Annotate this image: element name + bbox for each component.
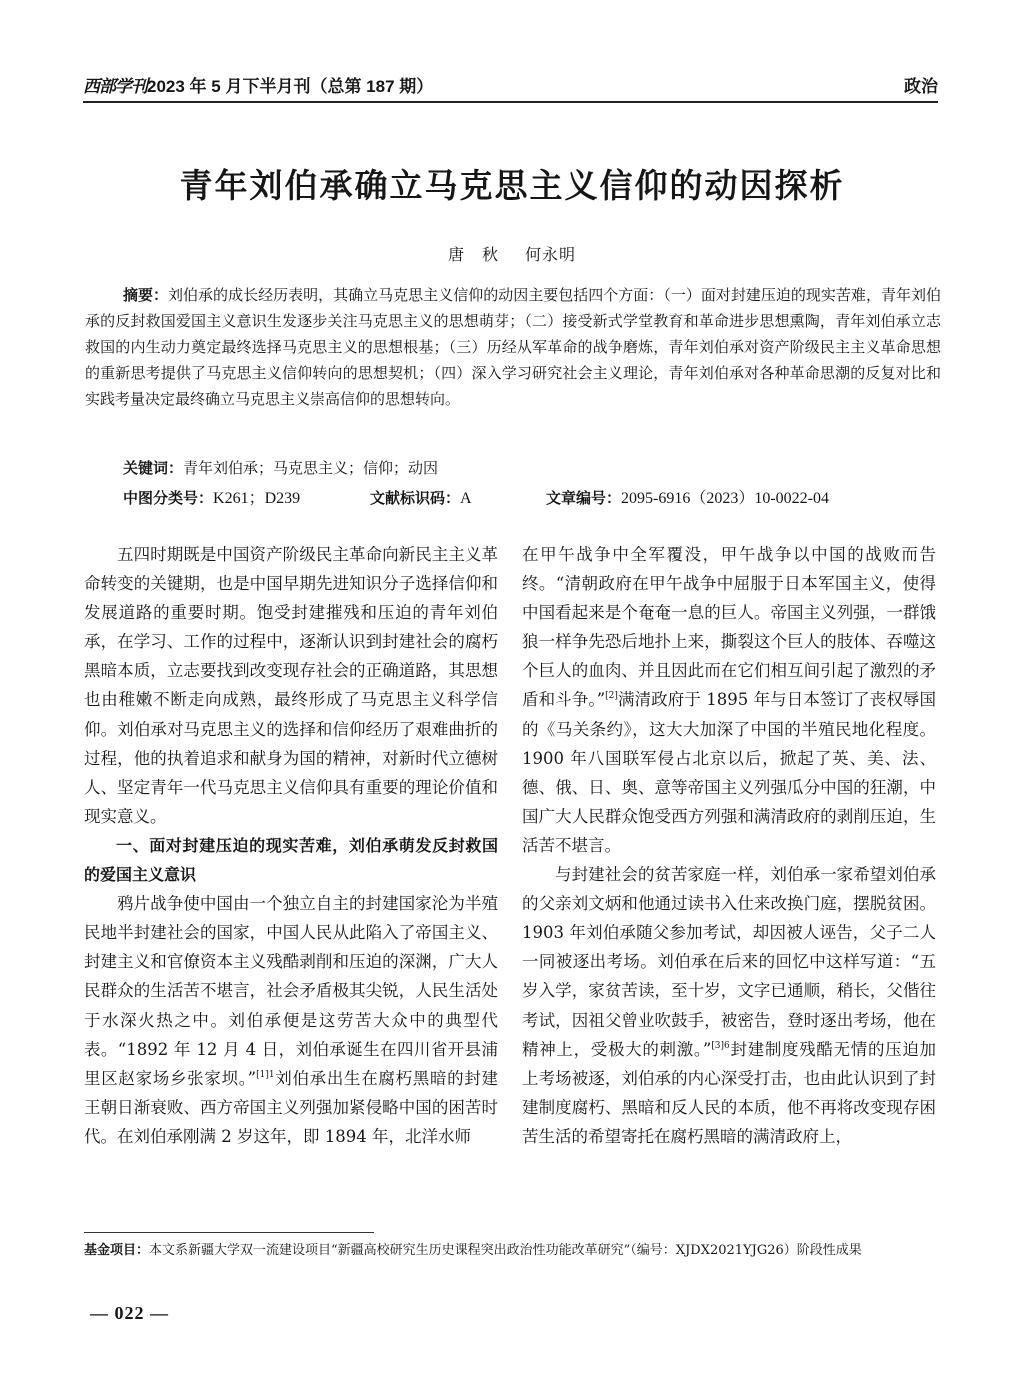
author-line — [0, 242, 1024, 265]
article-title: 青年刘伯承确立马克思主义信仰的动因探析 — [179, 166, 845, 205]
abstract-label: 摘要： — [123, 286, 169, 304]
paragraph-text: 刘伯承出生在腐朽黑暗的封建王朝日渐衰败、西方帝国主义列强加紧侵略中国的困苦时代。在刘伯承刚满 2 岁这年，即 1894 年，北洋水师 — [84, 1068, 499, 1146]
paragraph-text: 封建制度残酷无情的压迫加上考场被逐，刘伯承的内心深受打击，也由此认识到了封建制度腐朽、黑暗和反人民的本质，他不再将改变现存困苦生活的希望寄托在腐朽黑暗的满清政府上， — [522, 1039, 937, 1146]
footnote-rule — [84, 1232, 374, 1233]
funding-footnote — [84, 1240, 944, 1262]
journal-logo: 西部学刊 — [83, 77, 147, 97]
page-number: — 022 — — [90, 1303, 169, 1323]
document-code — [370, 485, 472, 512]
document-code-value: A — [460, 490, 472, 507]
paragraph-text: 鸦片战争使中国由一个独立自主的封建国家沦为半殖民地半封建社会的国家，中国人民从此陷入了帝国主义、封建主义和官僚资本主义残酷剥削和压迫的深渊，广大人民群众的生活苦不堪言，社会矛盾极其尖锐，人民生活处于水深火热之中。刘伯承便是这劳苦大众中的典型代表。“1892 年 12 月 4 日，刘伯承诞生在四川省开县浦里区赵家场乡张家坝。” — [84, 894, 498, 1088]
citation-marker: [2] — [605, 691, 618, 702]
keywords — [123, 455, 438, 481]
paragraph-text: 与封建社会的贫苦家庭一样，刘伯承一家希望刘伯承的父亲刘文炳和他通过读书入仕来改换门庭，摆脱贫困。1903 年刘伯承随父参加考试，却因被人诬告，父子二人一同被逐出考场。刘伯承在后来的回忆中这样写道：“五岁入学，家贫苦读，至十岁，文字已通顺，稍长，父偕往考试，因祖父曾业吹鼓手，被密告，登时逐出考场，他在精神上，受极大的刺激。” — [522, 865, 936, 1059]
section-heading: 一、面对封建压迫的现实苦难，刘伯承萌发反封救国的爱国主义意识 — [84, 835, 498, 885]
body-paragraph — [84, 889, 498, 1151]
clc-code — [123, 485, 300, 512]
citation-marker: [1]1 — [256, 1069, 275, 1080]
header-rule — [83, 101, 938, 103]
article-number-value: 2095-6916（2023）10-0022-04 — [621, 490, 830, 507]
funding-label: 基金项目： — [84, 1243, 150, 1258]
running-header — [83, 72, 938, 100]
keywords-text: 青年刘伯承；马克思主义；信仰；动因 — [183, 459, 439, 477]
article-number — [546, 485, 829, 512]
body-column-right — [522, 540, 936, 1151]
clc-value: K261；D239 — [213, 490, 301, 507]
journal-issue: 2023 年 5 月下半月刊（总第 187 期） — [147, 77, 434, 96]
author-name: 唐 秋 — [447, 245, 499, 264]
document-code-label: 文献标识码： — [370, 489, 461, 507]
citation-marker: [3]6 — [711, 1040, 730, 1051]
section-name: 政治 — [904, 77, 938, 97]
author-name: 何永明 — [525, 245, 577, 264]
body-paragraph: 五四时期既是中国资产阶级民主革命向新民主主义革命转变的关键期，也是中国早期先进知识分子选择信仰和发展道路的重要时期。饱受封建摧残和压迫的青年刘伯承，在学习、工作的过程中，逐渐认识到封建社会的腐朽黑暗本质，立志要找到改变现存社会的正确道路，其思想也由稚嫩不断走向成熟，最终形成了马克思主义科学信仰。刘伯承对马克思主义的选择和信仰经历了艰难曲折的过程，他的执着追求和献身为国的精神，对新时代立德树人、坚定青年一代马克思主义信仰具有重要的理论价值和现实意义。 — [84, 545, 498, 826]
body-paragraph — [522, 540, 936, 860]
classification-line — [123, 485, 944, 511]
body-paragraph — [522, 860, 936, 1151]
paragraph-text: 满清政府于 1895 年与日本签订了丧权辱国的《马关条约》，这大大加深了中国的半殖民地化程度。1900 年八国联军侵占北京以后，掀起了英、美、法、德、俄、日、奥、意等帝国主义列强瓜分中国的狂潮，中国广大人民群众饱受西方列强和满清政府的剥削压迫，生活苦不堪言。 — [522, 690, 936, 855]
paragraph-text: 在甲午战争中全军覆没，甲午战争以中国的战败而告终。“清朝政府在甲午战争中屈服于日本军国主义，使得中国看起来是个奄奄一息的巨人。帝国主义列强，一群饿狼一样争先恐后地扑上来，撕裂这个巨人的肢体、吞噬这个巨人的血肉、并且因此而在它们相互间引起了激烈的矛盾和斗争。” — [522, 545, 936, 710]
clc-label: 中图分类号： — [123, 489, 214, 507]
article-number-label: 文章编号： — [546, 489, 622, 507]
journal-issue-line — [83, 72, 433, 97]
keywords-label: 关键词： — [123, 459, 184, 477]
body-column-left — [84, 540, 498, 1151]
abstract — [85, 282, 941, 412]
abstract-text: 刘伯承的成长经历表明，其确立马克思主义信仰的动因主要包括四个方面：（一）面对封建压迫的现实苦难，青年刘伯承的反封救国爱国主义意识生发逐步关注马克思主义的思想萌芽；（二）接受新式学堂教育和革命进步思想熏陶，青年刘伯承立志救国的内生动力奠定最终选择马克思主义的思想根基；（三）历经从军革命的战争磨炼，青年刘伯承对资产阶级民主主义革命思想的重新思考提供了马克思主义信仰转向的思想契机；（四）深入学习研究社会主义理论，青年刘伯承对各种革命思潮的反复对比和实践考量决定最终确立马克思主义崇高信仰的思想转向。 — [85, 286, 941, 408]
funding-text: 本文系新疆大学双一流建设项目“新疆高校研究生历史课程突出政治性功能改革研究”（编号：XJDX2021YJG26）阶段性成果 — [149, 1243, 862, 1258]
